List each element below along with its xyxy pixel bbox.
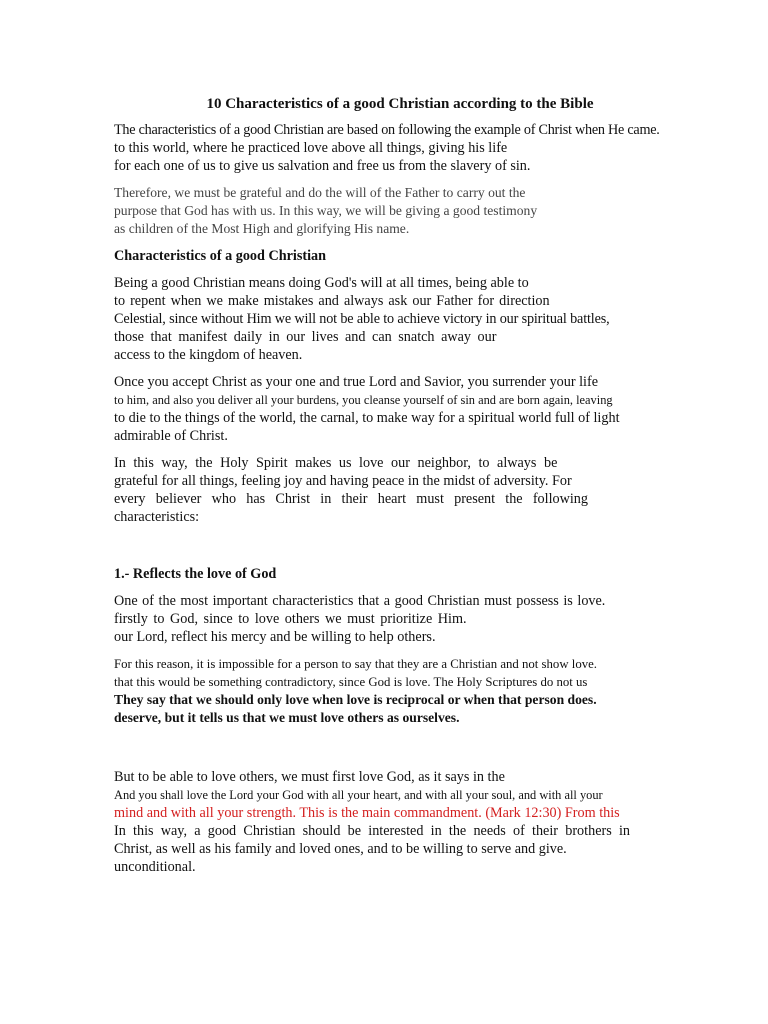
section-heading-block	[114, 247, 686, 265]
final-line-5: Christ, as well as his family and loved ones, and to be willing to serve and give.	[114, 841, 567, 857]
reason-line-1: For this reason, it is impossible for a person to say that they are a Christian and not show love.	[114, 657, 598, 671]
love-line-2: firstly to God, since to love others we must prioritize Him.	[114, 611, 467, 627]
holy-spirit-line-2: grateful for all things, feeling joy and having peace in the midst of adversity. For	[114, 473, 572, 489]
intro-line-3: for each one of us to give us salvation and free us from the slavery of sin.	[114, 158, 531, 174]
holy-spirit-line-1: In this way, the Holy Spirit makes us love our neighbor, to always be	[114, 455, 558, 471]
once-accept-line-3: to die to the things of the world, the carnal, to make way for a spiritual world full of light	[114, 410, 620, 426]
heading-1: 1.- Reflects the love of God	[114, 566, 277, 582]
being-good-line-4: those that manifest daily in our lives and can snatch away our	[114, 329, 497, 345]
final-line-2: And you shall love the Lord your God with all your heart, and with all your soul, and with all your	[114, 788, 603, 802]
once-accept-line-1: Once you accept Christ as your one and true Lord and Savior, you surrender your life	[114, 374, 599, 390]
being-good-line-2: to repent when we make mistakes and always ask our Father for direction	[114, 293, 550, 309]
spacer	[114, 535, 686, 565]
final-line-3-red: mind and with all your strength. This is the main commandment. (Mark 12:30) From this	[114, 805, 620, 821]
final-line-6: unconditional.	[114, 859, 196, 875]
final-line-1: But to be able to love others, we must first love God, as it says in the	[114, 769, 505, 785]
final-line-4: In this way, a good Christian should be interested in the needs of their brothers in	[114, 823, 630, 839]
therefore-paragraph	[114, 184, 686, 238]
once-accept-line-4: admirable of Christ.	[114, 428, 228, 444]
therefore-line-1: Therefore, we must be grateful and do the will of the Father to carry out the	[114, 185, 526, 200]
therefore-line-3: as children of the Most High and glorifying His name.	[114, 221, 410, 236]
document-title: 10 Characteristics of a good Christian according to the Bible	[206, 96, 594, 112]
section-heading: Characteristics of a good Christian	[114, 248, 327, 264]
reason-line-2: that this would be something contradictory, since God is love. The Holy Scriptures do not us	[114, 675, 588, 689]
therefore-line-2: purpose that God has with us. In this way, we will be giving a good testimony	[114, 203, 538, 218]
intro-line-1: The characteristics of a good Christian are based on following the example of Christ when He came.	[114, 122, 660, 138]
once-accept-paragraph	[114, 373, 686, 445]
holy-spirit-paragraph	[114, 454, 686, 526]
final-paragraph	[114, 768, 686, 876]
being-good-paragraph	[114, 274, 686, 364]
document-page	[114, 94, 686, 885]
intro-line-2: to this world, where he practiced love above all things, giving his life	[114, 140, 508, 156]
reason-bold-line-2: deserve, but it tells us that we must love others as ourselves.	[114, 710, 460, 725]
being-good-line-3: Celestial, since without Him we will not be able to achieve victory in our spiritual battles,	[114, 311, 610, 327]
heading-1-block	[114, 565, 686, 583]
holy-spirit-line-3: every believer who has Christ in their heart must present the following	[114, 491, 588, 507]
intro-paragraph	[114, 121, 686, 175]
reason-bold-line-1: They say that we should only love when love is reciprocal or when that person does.	[114, 692, 597, 707]
love-line-3: our Lord, reflect his mercy and be willing to help others.	[114, 629, 436, 645]
holy-spirit-line-4: characteristics:	[114, 509, 200, 525]
once-accept-line-2: to him, and also you deliver all your burdens, you cleanse yourself of sin and are born again, leaving	[114, 393, 613, 407]
love-line-1: One of the most important characteristics that a good Christian must possess is love.	[114, 593, 606, 609]
being-good-line-5: access to the kingdom of heaven.	[114, 347, 303, 363]
being-good-line-1: Being a good Christian means doing God's will at all times, being able to	[114, 275, 529, 291]
reason-paragraph	[114, 655, 686, 727]
spacer	[114, 736, 686, 768]
love-paragraph	[114, 592, 686, 646]
